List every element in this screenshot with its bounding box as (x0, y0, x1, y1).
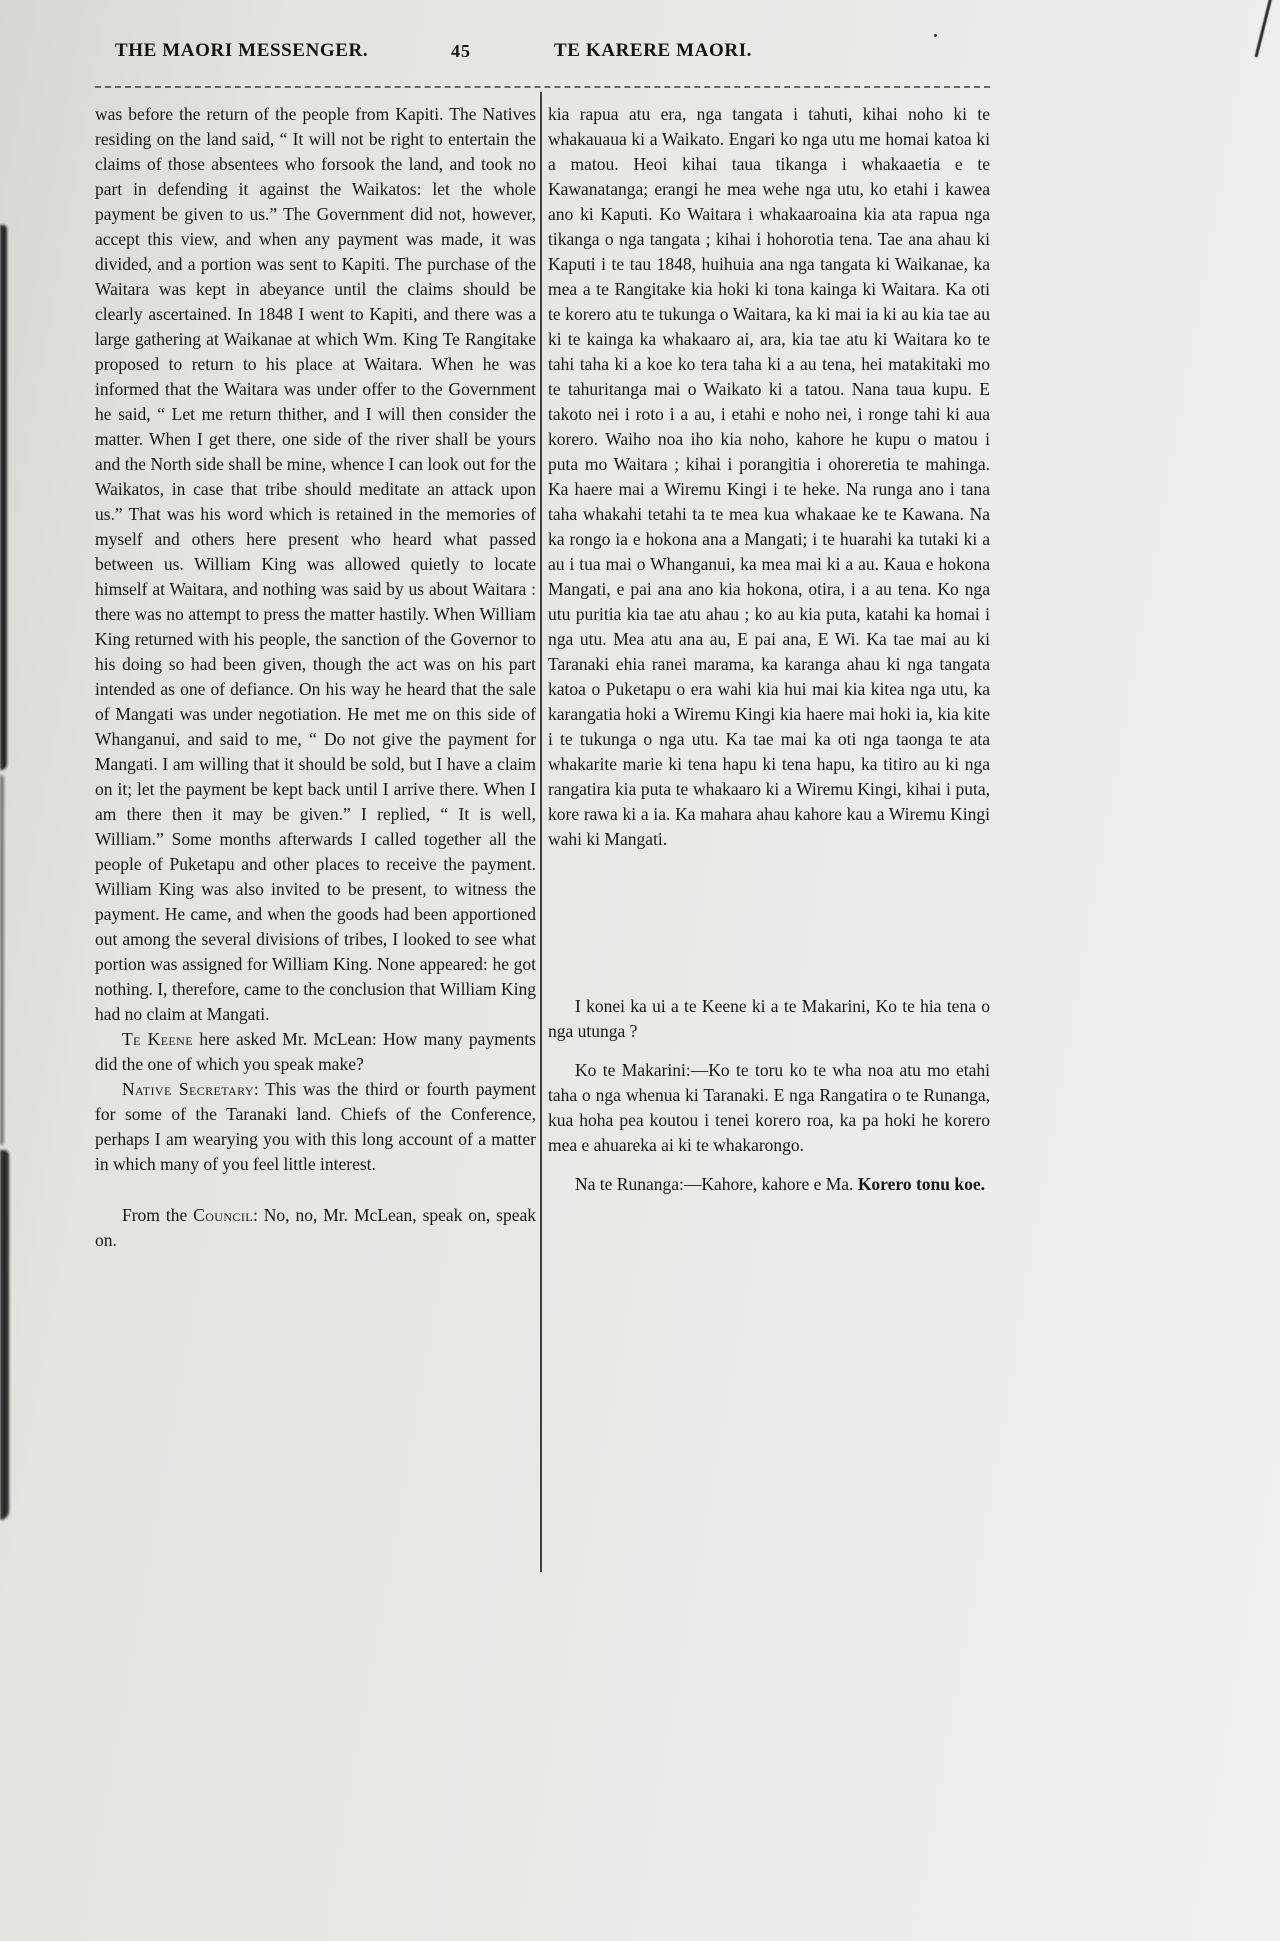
page-number: 45 (451, 41, 471, 61)
text-segment: here asked Mr. McLean: How many payments did the one of which you speak make? (95, 1029, 536, 1074)
masthead-right-title: TE KARERE MAORI. (554, 40, 753, 61)
binding-ink-smudge (0, 225, 7, 770)
text-segment: Korero tonu koe. (857, 1174, 986, 1194)
masthead-left-title: THE MAORI MESSENGER. (115, 40, 369, 61)
paragraph (95, 1077, 536, 1177)
maori-column (548, 102, 990, 1197)
text-segment: Na te Runanga:—Kahore, kahore e Ma. (575, 1174, 858, 1194)
paragraph (95, 102, 536, 1027)
english-column (95, 102, 536, 1253)
text-segment: Native Secretary (122, 1079, 254, 1099)
ink-speck (934, 34, 937, 37)
text-segment: Te Keene (122, 1029, 193, 1049)
text-segment: From the (122, 1205, 194, 1225)
binding-ink-smudge (0, 1150, 9, 1520)
paragraph (95, 1203, 536, 1253)
page-corner-mark (1255, 0, 1275, 57)
text-segment: : No, no, Mr. McLean, speak on, speak on. (95, 1205, 536, 1250)
paragraph (548, 1172, 990, 1197)
header-rule (95, 86, 990, 88)
text-segment: I konei ka ui a te Keene ki a te Makarini, Ko te hia tena o nga utunga ? (548, 996, 990, 1041)
text-segment: Ko te Makarini:—Ko te toru ko te wha noa atu mo etahi taha o nga whenua ki Taranaki. E nga Rangatira o te Runanga, kua hoha pea koutou i tenei korero roa, ka pa hoki he korero mea e ahuareka ai ki te whakarongo. (548, 1060, 990, 1155)
binding-ink-smudge (0, 775, 4, 1145)
column-divider-rule (540, 92, 542, 1572)
paragraph (548, 102, 990, 852)
paragraph (95, 1027, 536, 1077)
paragraph (548, 994, 990, 1044)
text-segment: kia rapua atu era, nga tangata i tahuti, kihai noho ki te whakauaua ki a Waikato. Engari ko nga utu me homai katoa ki a matou. Heoi kihai taua tikanga i whakaaetia e te Kawanatanga; erangi he mea wehe nga utu, ko etahi i kawea ano ki Kaputi. Ko Waitara i whakaaroaina kia ata rapua nga tikanga o nga tangata ; kihai i hohorotia tena. Tae ana ahau ki Kaputi i te tau 1848, huihuia ana nga tangata ki Waikanae, ka mea a te Rangitake kia hoki ki tona kainga ki Waitara. Ka oti te korero atu te tukunga o Waitara, ka ki mai ia ki au kia tae au ki te kainga ka whakaaro ai, ara, kia tae atu ki Waitara ko te tahi taha ki a koe ko tera taha ki a au tena, hei matakitaki mo te tahuritanga mai o Waikato ki a tatou. Nana taua kupu. E takoto nei i roto i a au, i etahi e noho nei, i ronge tahi ki aua korero. Waiho noa iho kia noho, kahore he kupu o matou i puta mo Waitara ; kihai i porangitia i ohoreretia te mahinga. Ka haere mai a Wiremu Kingi i te heke. Na runga ano i tana taha whakahi tetahi ta te mea kua whakaae ke te Kawana. Na ka rongo ia e hokona ana a Mangati; i te huarahi ka tutaki ki a au i tua mai o Whanganui, ka mea mai ki a au. Kaua e hokona Mangati, e pai ana ano kia hokona, otira, i a au tena. Ko nga utu puritia kia tae atu ahau ; ko au kia puta, katahi ka homai i nga utu. Mea atu ana au, E pai ana, E Wi. Ka tae mai au ki Taranaki ehia ranei marama, ka karanga ahau ki nga tangata katoa o Puketapu o era wahi kia hui mai kia kitea nga utu, ka karangatia hoki a Wiremu Kingi kia haere mai hoki ia, kia kite i te tukunga o nga utu. Ka tae mai ka oti nga taonga te ata whakarite marie ki tena hapu ki tena hapu, ka titiro au ki nga rangatira kia puta te whakaaro ki a Wiremu Kingi, kihai i puta, kore rawa ki a ia. Ka mahara ahau kahore kau a Wiremu Kingi wahi ki Mangati. (548, 104, 990, 849)
text-segment: : This was the third or fourth payment for some of the Taranaki land. Chiefs of the Conference, perhaps I am wearying you with this long account of a matter in which many of you feel little interest. (95, 1079, 536, 1174)
masthead (95, 40, 990, 72)
text-segment: was before the return of the people from Kapiti. The Natives residing on the land said, “ It will not be right to entertain the claims of those absentees who forsook the land, and took no part in defending it against the Waikatos: let the whole payment be given to us.” The Government did not, however, accept this view, and when any payment was made, it was divided, and a portion was sent to Kapiti. The purchase of the Waitara was kept in abeyance until the claims should be clearly ascertained. In 1848 I went to Kapiti, and there was a large gathering at Waikanae at which Wm. King Te Rangitake proposed to return to his place at Waitara. When he was informed that the Waitara was under offer to the Government he said, “ Let me return thither, and I will then consider the matter. When I get there, one side of the river shall be yours and the North side shall be mine, whence I can look out for the Waikatos, in case that tribe should meditate an attack upon us.” That was his word which is retained in the memories of myself and others here present who heard what passed between us. William King was allowed quietly to locate himself at Waitara, and nothing was said by us about Waitara : there was no attempt to press the matter hastily. When William King returned with his people, the sanction of the Governor to his doing so had been given, though the act was on his part intended as one of defiance. On his way he heard that the sale of Mangati was under negotiation. He met me on this side of Whanganui, and said to me, “ Do not give the payment for Mangati. I am willing that it should be sold, but I have a claim on it; let the payment be kept back until I arrive there. When I am there then it may be given.” I replied, “ It is well, William.” Some months afterwards I called together all the people of Puketapu and other places to receive the payment. William King was also invited to be present, to witness the payment. He came, and when the goods had been apportioned out among the several divisions of tribes, I looked to see what portion was assigned for William King. None appeared: he got nothing. I, therefore, came to the conclusion that William King had no claim at Mangati. (95, 104, 536, 1024)
text-segment: Council (193, 1205, 253, 1225)
paragraph (548, 1058, 990, 1158)
